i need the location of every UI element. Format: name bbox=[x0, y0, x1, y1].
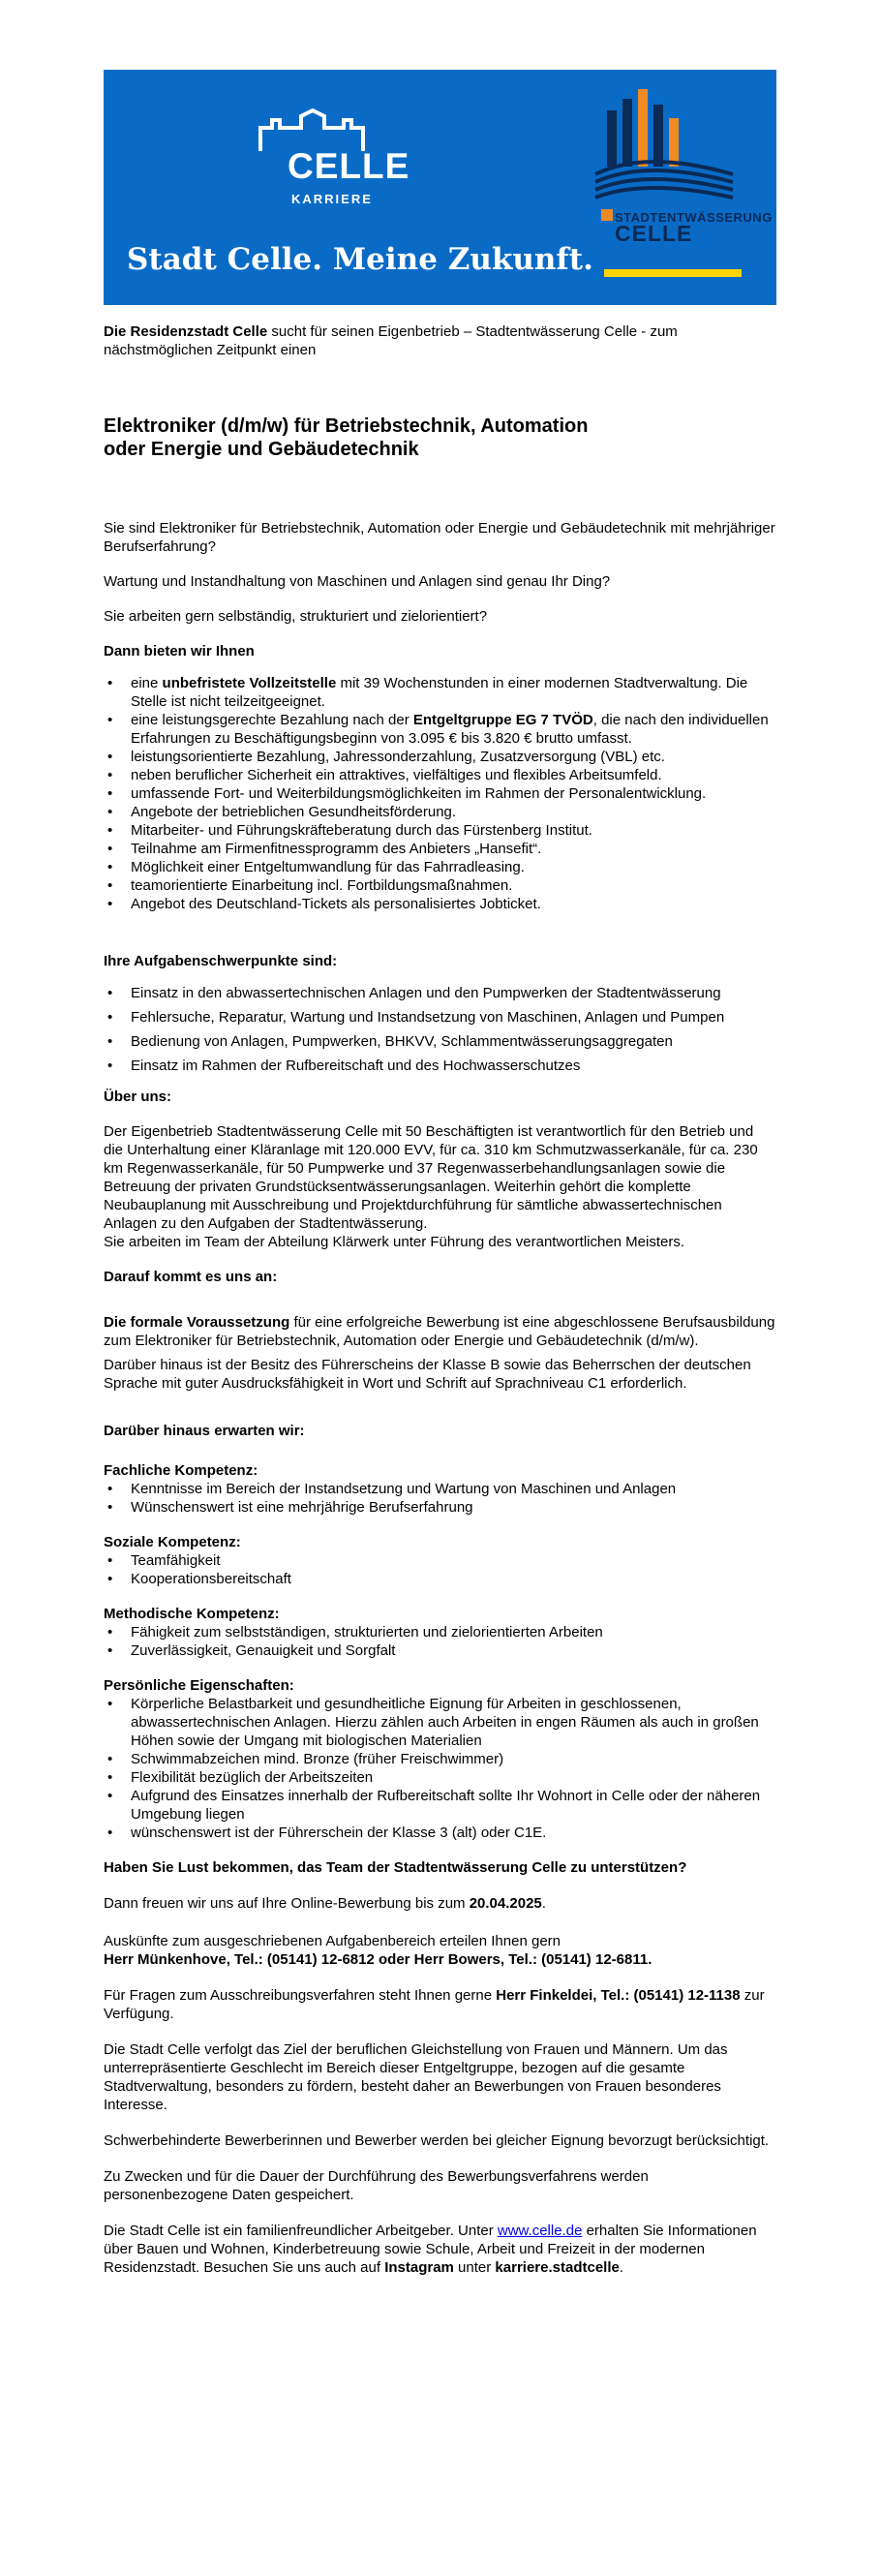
info-contacts: Herr Münkenhove, Tel.: (05141) 12-6812 oder Herr Bowers, Tel.: (05141) 12-6811. bbox=[104, 1951, 652, 1968]
info-text: Auskünfte zum ausgeschriebenen Aufgabenbereich erteilen Ihnen gern bbox=[104, 1933, 561, 1949]
question-1: Sie sind Elektroniker für Betriebstechnik, Automation oder Energie und Gebäudetechnik mit mehrjähriger Berufserfahrung? bbox=[104, 520, 775, 555]
intro-text bbox=[104, 322, 776, 359]
family-text bbox=[104, 2222, 776, 2277]
offer-list bbox=[104, 674, 776, 913]
deadline-text bbox=[104, 1894, 776, 1913]
slogan: Stadt Celle. Meine Zukunft. bbox=[127, 242, 593, 277]
offer-2-c: , die nach den individuellen Erfahrungen zu Beschäftigungsbeginn von 3.095 € bis 3.820 € brutto umfasst. bbox=[131, 712, 769, 747]
list-item: • Aufgrund des Einsatzes innerhalb der Rufbereitschaft sollte Ihr Wohnort in Celle oder der näheren Umgebung liegen bbox=[131, 1787, 776, 1824]
tasks-list bbox=[104, 984, 776, 1076]
question-3: Sie arbeiten gern selbständig, strukturiert und zielorientiert? bbox=[104, 608, 488, 625]
offer-1-a: eine bbox=[131, 675, 163, 691]
group-title: Methodische Kompetenz: bbox=[104, 1606, 280, 1622]
deadline-label: Dann freuen wir uns auf Ihre Online-Bewerbung bis zum bbox=[104, 1895, 470, 1912]
yellow-accent-bar bbox=[604, 269, 742, 277]
celle-karriere-logo bbox=[258, 108, 413, 215]
list-item: • Einsatz in den abwassertechnischen Anlagen und den Pumpwerken der Stadtentwässerung bbox=[131, 984, 776, 1003]
list-item: • Teilnahme am Firmenfitnessprogramm des Anbieters „Hansefit“. bbox=[131, 840, 776, 858]
logo-word: CELLE bbox=[288, 146, 410, 186]
list-item: • Mitarbeiter- und Führungskräfteberatung durch das Fürstenberg Institut. bbox=[131, 821, 776, 840]
family-end: . bbox=[619, 2259, 624, 2276]
closing-question: Haben Sie Lust bekommen, das Team der Stadtentwässerung Celle zu unterstützen? bbox=[104, 1859, 687, 1876]
list-item: • Möglichkeit einer Entgeltumwandlung für das Fahrradleasing. bbox=[131, 858, 776, 876]
tasks-heading: Ihre Aufgabenschwerpunkte sind: bbox=[104, 953, 338, 969]
family-b: erhalten Sie Informationen über Bauen und Wohnen, Kinderbetreuung sowie Schule, Arbeit und Freizeit in der modernen Residenzstadt. Besuchen Sie uns auch auf bbox=[104, 2223, 757, 2276]
partner-city: CELLE bbox=[615, 221, 693, 246]
group-list bbox=[104, 1480, 776, 1517]
list-item: • wünschenswert ist der Führerschein der Klasse 3 (alt) oder C1E. bbox=[131, 1824, 776, 1842]
requirements-formal bbox=[104, 1313, 776, 1350]
logo-subtitle: KARRIERE bbox=[291, 192, 373, 206]
list-item bbox=[131, 674, 776, 711]
list-item: • Angebote der betrieblichen Gesundheitsförderung. bbox=[131, 803, 776, 821]
procedure-end: zur Verfügung. bbox=[104, 1987, 765, 2022]
job-title-line1: Elektroniker (d/m/w) für Betriebstechnik, Automation bbox=[104, 415, 589, 437]
header-banner bbox=[104, 70, 776, 305]
list-item: • Wünschenswert ist eine mehrjährige Berufserfahrung bbox=[131, 1498, 776, 1517]
procedure-contact: Herr Finkeldei, Tel.: (05141) 12-1138 bbox=[496, 1987, 741, 2004]
group-list bbox=[104, 1551, 776, 1588]
group-title: Soziale Kompetenz: bbox=[104, 1534, 241, 1550]
instagram-handle: karriere.stadtcelle bbox=[495, 2259, 620, 2276]
deadline-end: . bbox=[541, 1895, 546, 1912]
deadline-date: 20.04.2025 bbox=[469, 1895, 542, 1912]
question-2: Wartung und Instandhaltung von Maschinen und Anlagen sind genau Ihr Ding? bbox=[104, 573, 611, 590]
procedure-text bbox=[104, 1986, 776, 2023]
orange-square-icon bbox=[601, 209, 613, 221]
list-item: • Zuverlässigkeit, Genauigkeit und Sorgfalt bbox=[131, 1641, 776, 1660]
list-item: • Kooperationsbereitschaft bbox=[131, 1570, 776, 1588]
list-item: • Fähigkeit zum selbstständigen, strukturierten und zielorientierten Arbeiten bbox=[131, 1623, 776, 1641]
list-item: • Teamfähigkeit bbox=[131, 1551, 776, 1570]
list-item: • Einsatz im Rahmen der Rufbereitschaft und des Hochwasserschutzes bbox=[131, 1057, 776, 1076]
instagram-label: Instagram bbox=[384, 2259, 454, 2276]
offer-2-b: Entgeltgruppe EG 7 TVÖD bbox=[412, 712, 593, 728]
family-c: unter bbox=[453, 2259, 496, 2276]
formal-bold: Die formale Voraussetzung bbox=[104, 1314, 290, 1331]
group-title: Persönliche Eigenschaften: bbox=[104, 1677, 294, 1694]
about-text-2: Sie arbeiten im Team der Abteilung Klärwerk unter Führung des verantwortlichen Meisters. bbox=[104, 1234, 685, 1250]
disabled-text: Schwerbehinderte Bewerberinnen und Bewerber werden bei gleicher Eignung bevorzugt berücksichtigt. bbox=[104, 2132, 770, 2149]
group-list bbox=[104, 1695, 776, 1842]
list-item: • teamorientierte Einarbeitung incl. Fortbildungsmaßnahmen. bbox=[131, 876, 776, 895]
job-title bbox=[104, 414, 776, 461]
offer-heading: Dann bieten wir Ihnen bbox=[104, 643, 255, 659]
list-item: • Schwimmabzeichen mind. Bronze (früher Freischwimmer) bbox=[131, 1750, 776, 1768]
group-list bbox=[104, 1623, 776, 1660]
data-privacy-text: Zu Zwecken und für die Dauer der Durchführung des Bewerbungsverfahrens werden personenbezogene Daten gespeichert. bbox=[104, 2168, 649, 2203]
formal-rest: für eine erfolgreiche Bewerbung ist eine abgeschlossene Berufsausbildung zum Elektroniker für Betriebstechnik, Automation oder Energie und Gebäudetechnik (d/m/w). bbox=[104, 1314, 775, 1349]
list-item: • Angebot des Deutschland-Tickets als personalisiertes Jobticket. bbox=[131, 895, 776, 913]
about-text: Der Eigenbetrieb Stadtentwässerung Celle mit 50 Beschäftigten ist verantwortlich für den Betrieb und die Unterhaltung einer Kläranlage mit 120.000 EVV, für ca. 310 km Schmutzwasserkanäle, für ca. 230 km Regenwasserkanäle, für 50 Pumpwerke und 37 Regenwasserbehandlungsanlagen sowie die Betreuung der privaten Grundstücksentwässerungsanlagen. Weiterhin gehört die komplette Neubauplanung mit Ausschreibung und Projektdurchführung für sämtliche abwassertechnischen Anlagen zu den Aufgaben der Stadtentwässerung. bbox=[104, 1123, 758, 1232]
offer-1-c: mit 39 Wochenstunden in einer modernen Stadtverwaltung. Die Stelle ist nicht teilzeitgeeignet. bbox=[131, 675, 748, 710]
job-posting bbox=[104, 70, 776, 2277]
list-item: • Körperliche Belastbarkeit und gesundheitliche Eignung für Arbeiten in geschlossenen, abwassertechnischen Anlagen. Hierzu zählen auch Arbeiten in engen Räumen als auch in großen Höhen sowie der Umgang mit biologischen Materialien bbox=[131, 1695, 776, 1750]
offer-1-b: unbefristete Vollzeitstelle bbox=[162, 675, 337, 691]
procedure-label: Für Fragen zum Ausschreibungsverfahren steht Ihnen gerne bbox=[104, 1987, 497, 2004]
partner-name: STADTENTWÄSSERUNG bbox=[615, 210, 773, 225]
about-heading: Über uns: bbox=[104, 1089, 172, 1105]
family-a: Die Stadt Celle ist ein familienfreundlicher Arbeitgeber. Unter bbox=[104, 2223, 498, 2239]
offer-2-a: eine leistungsgerechte Bezahlung nach der bbox=[131, 712, 413, 728]
stadtentwaesserung-emblem-icon bbox=[588, 81, 743, 207]
list-item: • Fehlersuche, Reparatur, Wartung und Instandsetzung von Maschinen, Anlagen und Pumpen bbox=[131, 1008, 776, 1027]
equality-text: Die Stadt Celle verfolgt das Ziel der beruflichen Gleichstellung von Frauen und Männern. Um das unterrepräsentierte Geschlecht im Bereich dieser Entgeltgruppe, bezogen auf die gesamte Stadtverwaltung, besonders zu fördern, besteht daher an Bewerbungen von Frauen besonderes Interesse. bbox=[104, 2041, 728, 2113]
list-item bbox=[131, 711, 776, 748]
list-item: • neben beruflicher Sicherheit ein attraktives, vielfältiges und flexibles Arbeitsumfeld. bbox=[131, 766, 776, 784]
intro-bold: Die Residenzstadt Celle bbox=[104, 323, 268, 340]
list-item: • umfassende Fort- und Weiterbildungsmöglichkeiten im Rahmen der Personalentwicklung. bbox=[131, 784, 776, 803]
list-item: • Bedienung von Anlagen, Pumpwerken, BHKVV, Schlammentwässerungsaggregaten bbox=[131, 1032, 776, 1052]
expect-heading: Darüber hinaus erwarten wir: bbox=[104, 1423, 305, 1439]
requirements-extra: Darüber hinaus ist der Besitz des Führerscheins der Klasse B sowie das Beherrschen der deutschen Sprache mit guter Ausdrucksfähigkeit in Wort und Schrift auf Sprachniveau C1 erforderlich. bbox=[104, 1357, 751, 1392]
intro-rest: sucht für seinen Eigenbetrieb – Stadtentwässerung Celle - zum nächstmöglichen Zeitpunkt einen bbox=[104, 323, 678, 358]
job-title-line2: oder Energie und Gebäudetechnik bbox=[104, 439, 419, 460]
celle-website-link[interactable]: www.celle.de bbox=[497, 2223, 583, 2239]
requirements-heading: Darauf kommt es uns an: bbox=[104, 1269, 278, 1285]
group-title: Fachliche Kompetenz: bbox=[104, 1462, 258, 1479]
list-item: • Kenntnisse im Bereich der Instandsetzung und Wartung von Maschinen und Anlagen bbox=[131, 1480, 776, 1498]
list-item: • Flexibilität bezüglich der Arbeitszeiten bbox=[131, 1768, 776, 1787]
list-item: • leistungsorientierte Bezahlung, Jahressonderzahlung, Zusatzversorgung (VBL) etc. bbox=[131, 748, 776, 766]
